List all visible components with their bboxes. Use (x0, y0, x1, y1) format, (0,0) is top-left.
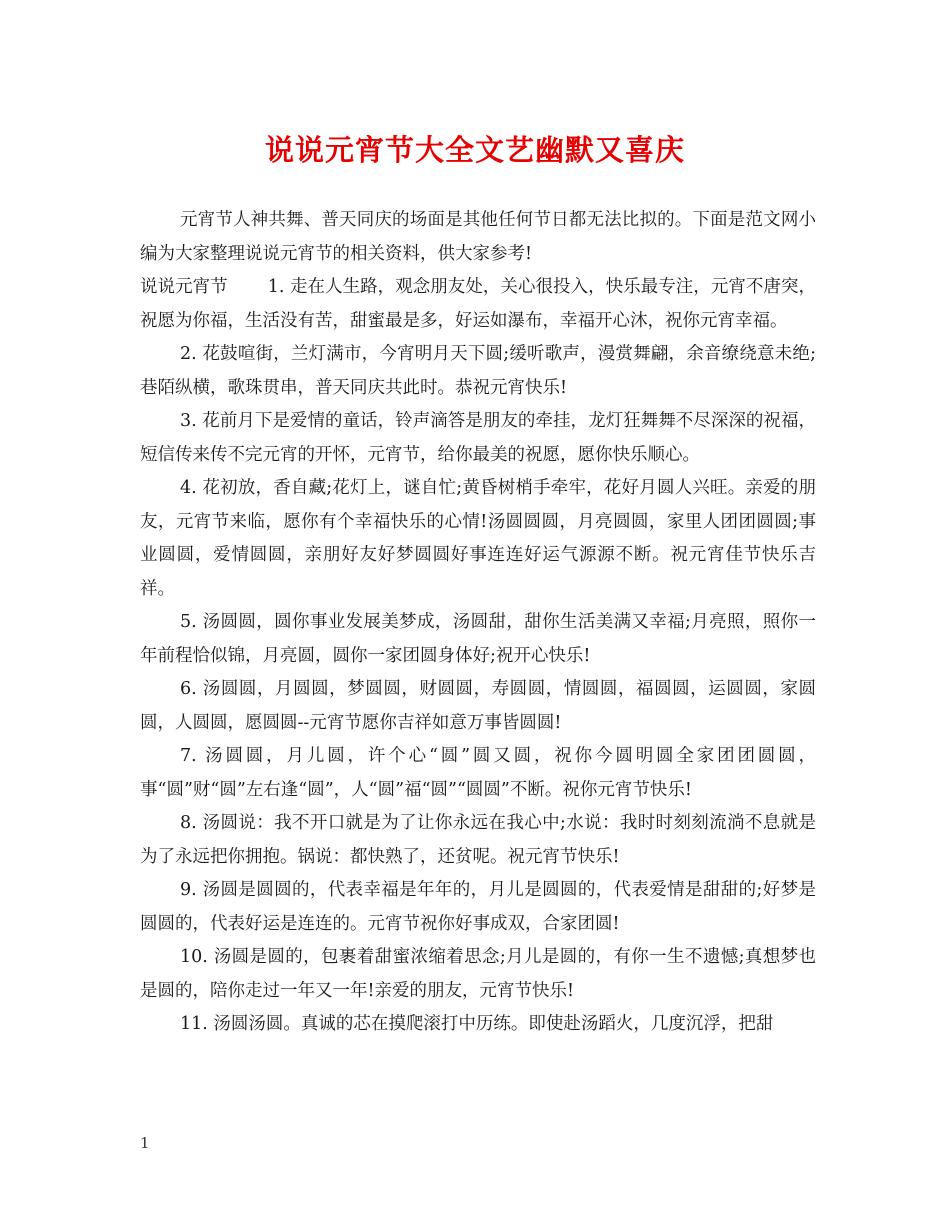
list-item: 6. 汤圆圆，月圆圆，梦圆圆，财圆圆，寿圆圆，情圆圆，福圆圆，运圆圆，家圆圆，人圆圆，愿圆圆--元宵节愿你吉祥如意万事皆圆圆! (140, 679, 816, 733)
list-item: 4. 花初放，香自藏;花灯上，谜自忙;黄昏树梢手牵牢，花好月圆人兴旺。亲爱的朋友，元宵节来临，愿你有个幸福快乐的心情!汤圆圆圆，月亮圆圆，家里人团团圆圆;事业圆圆，爱情圆圆，亲朋好友好梦圆圆好事连连好运气源源不断。祝元宵佳节快乐吉祥。 (140, 478, 816, 599)
intro-paragraph: 元宵节人神共舞、普天同庆的场面是其他任何节日都无法比拟的。下面是范文网小编为大家整理说说元宵节的相关资料，供大家参考! (140, 210, 816, 264)
page-number: 1 (140, 1134, 150, 1152)
page-title: 说说元宵节大全文艺幽默又喜庆 (264, 133, 685, 167)
list-item: 9. 汤圆是圆圆的，代表幸福是年年的，月儿是圆圆的，代表爱情是甜甜的;好梦是圆圆的，代表好运是连连的。元宵节祝你好事成双，合家团圆! (140, 880, 816, 934)
list-item: 5. 汤圆圆，圆你事业发展美梦成，汤圆甜，甜你生活美满又幸福;月亮照，照你一年前程恰似锦，月亮圆，圆你一家团圆身体好;祝开心快乐! (140, 612, 816, 666)
list-item: 1. 走在人生路，观念朋友处，关心很投入，快乐最专注，元宵不唐突，祝愿为你福，生活没有苦，甜蜜最是多，好运如瀑布，幸福开心沐，祝你元宵幸福。 (140, 277, 817, 331)
document-body (140, 204, 816, 1042)
first-item-paragraph (140, 271, 816, 338)
list-item: 10. 汤圆是圆的，包裹着甜蜜浓缩着思念;月儿是圆的，有你一生不遗憾;真想梦也是圆的，陪你走过一年又一年!亲爱的朋友，元宵节快乐! (140, 947, 816, 1001)
list-item: 3. 花前月下是爱情的童话，铃声滴答是朋友的牵挂，龙灯狂舞舞不尽深深的祝福，短信传来传不完元宵的开怀，元宵节，给你最美的祝愿，愿你快乐顺心。 (140, 411, 816, 465)
list-item: 7. 汤圆圆，月儿圆，许个心“圆”圆又圆，祝你今圆明圆全家团团圆圆，事“圆”财“圆”左右逢“圆”，人“圆”福“圆”“圆圆”不断。祝你元宵节快乐! (140, 746, 816, 800)
list-item: 11. 汤圆汤圆。真诚的芯在摸爬滚打中历练。即使赴汤蹈火，几度沉浮，把甜 (180, 1014, 774, 1034)
list-item: 8. 汤圆说：我不开口就是为了让你永远在我心中;水说：我时时刻刻流淌不息就是为了永远把你拥抱。锅说：都快熟了，还贫呢。祝元宵节快乐! (140, 813, 816, 867)
list-item: 2. 花鼓喧街，兰灯满市，今宵明月天下圆;缓听歌声，漫赏舞翩，余音缭绕意未绝;巷陌纵横，歌珠贯串，普天同庆共此时。恭祝元宵快乐! (140, 344, 816, 398)
section-label: 说说元宵节 (140, 277, 228, 297)
